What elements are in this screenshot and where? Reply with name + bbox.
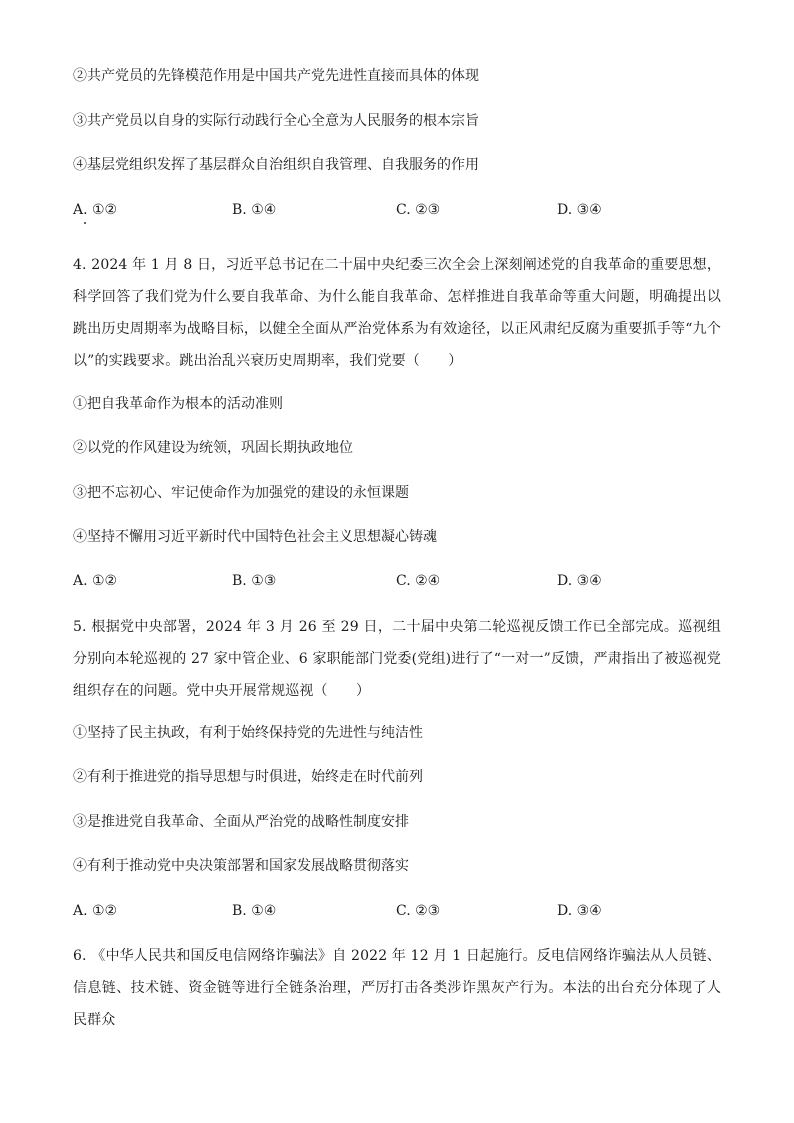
q3-option-a: A. ①② [73, 202, 118, 218]
q3-option-d: D. ③④ [557, 202, 602, 218]
q4-option-b: B. ①③ [232, 573, 277, 589]
q4-option-a: A. ①② [73, 573, 118, 589]
q6-stem: 6. 《中华人民共和国反电信网络诈骗法》自 2022 年 12 月 1 日起施行。反电信网络诈骗法从人员链、信息链、技术链、资金链等进行全链条治理，严厉打击各类涉诈黑灰产行为。本法的出台充分体现了人民群众 [73, 948, 721, 1028]
q5-stem: 5. 根据党中央部署，2024 年 3 月 26 至 29 日，二十届中央第二轮巡视反馈工作已全部完成。巡视组分别向本轮巡视的 27 家中管企业、6 家职能部门党委(党组)进行了“一对一”反馈，严肃指出了被巡视党组织存在的问题。党中央开展常规巡视（ ） [73, 619, 721, 699]
stray-mark [84, 222, 86, 224]
q3-option-c: C. ②③ [396, 202, 441, 218]
q3-item-2: ②共产党员的先锋模范作用是中国共产党先进性直接而具体的体现 [73, 68, 479, 84]
q3-option-b: B. ①④ [232, 202, 277, 218]
q5-item-2: ②有利于推进党的指导思想与时俱进，始终走在时代前列 [73, 769, 423, 785]
q5-item-1: ①坚持了民主执政，有利于始终保持党的先进性与纯洁性 [73, 725, 423, 741]
q5-item-4: ④有利于推动党中央决策部署和国家发展战略贯彻落实 [73, 858, 409, 874]
q4-option-d: D. ③④ [557, 573, 602, 589]
q4-stem: 4. 2024 年 1 月 8 日，习近平总书记在二十届中央纪委三次全会上深刻阐述党的自我革命的重要思想，科学回答了我们党为什么要自我革命、为什么能自我革命、怎样推进自我革命等重大问题，明确提出以跳出历史周期率为战略目标，以健全全面从严治党体系为有效途径，以正风肃纪反腐为重要抓手等“九个以”的实践要求。跳出治乱兴衰历史周期率，我们党要（ ） [73, 257, 721, 369]
q5-option-a: A. ①② [73, 903, 118, 919]
q4-option-c: C. ②④ [396, 573, 441, 589]
q5-item-3: ③是推进党自我革命、全面从严治党的战略性制度安排 [73, 814, 409, 830]
q4-item-4: ④坚持不懈用习近平新时代中国特色社会主义思想凝心铸魂 [73, 529, 437, 545]
q4-item-3: ③把不忘初心、牢记使命作为加强党的建设的永恒课题 [73, 485, 409, 501]
q3-item-3: ③共产党员以自身的实际行动践行全心全意为人民服务的根本宗旨 [73, 113, 479, 129]
q5-option-d: D. ③④ [557, 903, 602, 919]
q4-item-1: ①把自我革命作为根本的活动准则 [73, 396, 283, 412]
q5-option-c: C. ②③ [396, 903, 441, 919]
q4-item-2: ②以党的作风建设为统领，巩固长期执政地位 [73, 440, 353, 456]
q3-item-4: ④基层党组织发挥了基层群众自治组织自我管理、自我服务的作用 [73, 157, 479, 173]
q5-option-b: B. ①④ [232, 903, 277, 919]
